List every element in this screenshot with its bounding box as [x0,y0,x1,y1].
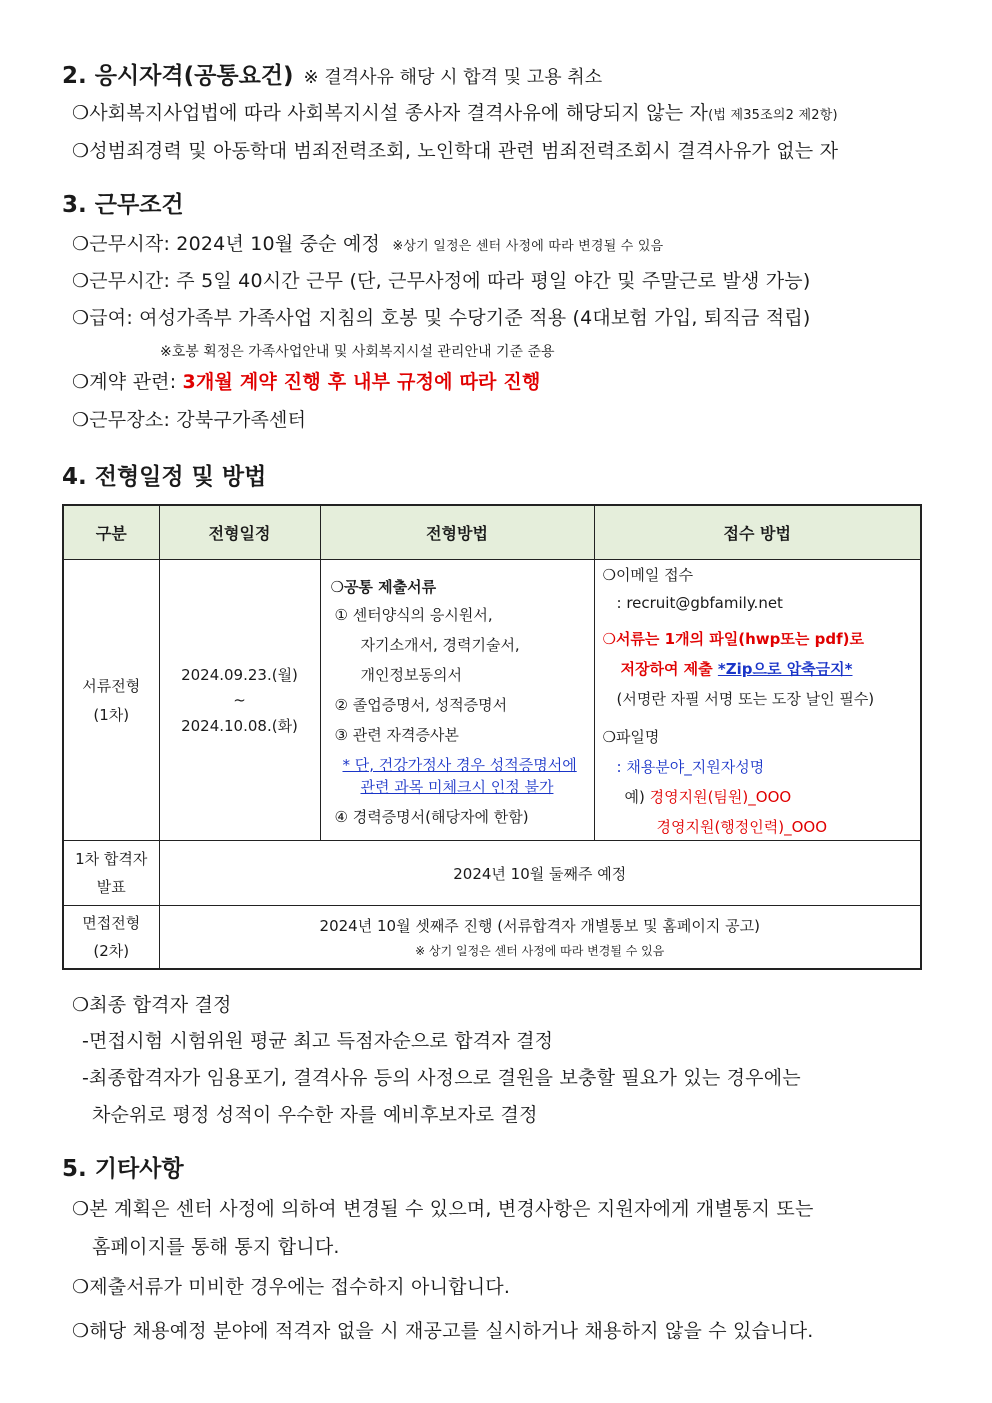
s5-line-2: 홈페이지를 통해 통지 합니다. [92,1236,340,1258]
schedule-table [62,504,922,970]
s3-start-note: ※상기 일정은 센터 사정에 따라 변경될 수 있음 [392,239,664,254]
header-schedule: 전형일정 [159,505,320,560]
row2-stage-line1: 1차 합격자 [75,850,148,868]
s3-place: ❍근무장소: 강북구가족센터 [72,409,307,431]
header-method: 전형방법 [320,505,594,560]
s2-item-1-small: (법 제35조의2 제2항) [708,108,838,123]
s2-item-1 [72,98,838,125]
method-line-2: 자기소개서, 경력기술서, [360,636,520,654]
receipt-zip-warning: *Zip으로 압축금지* [717,660,853,678]
row1-stage-line1: 서류전형 [82,677,141,695]
s3-start-text: ❍근무시작: 2024년 10월 중순 예정 [72,233,381,255]
method-line-3: 개인정보동의서 [360,666,462,684]
receipt-filename-title: ❍파일명 [602,728,660,746]
final-title: ❍최종 합격자 결정 [72,994,232,1016]
s2-item-2: ❍성범죄경력 및 아동학대 범죄전력조회, 노인학대 관련 범죄전력조회시 결격사유가 없는 자 [72,140,839,162]
row1-date-from: 2024.09.23.(월) [181,666,298,684]
method-title: ❍공통 제출서류 [330,578,437,596]
method-line-7: 관련 과목 미체크시 인정 불가 [360,778,554,796]
s3-pay-note: ※호봉 획정은 가족사업안내 및 사회복지시설 관리안내 기준 준용 [160,344,555,360]
table-row [63,906,921,970]
method-line-5: ③ 관련 자격증사본 [334,726,459,744]
s3-contract-value: 3개월 계약 진행 후 내부 규정에 따라 진행 [182,371,541,393]
header-receipt: 접수 방법 [594,505,921,560]
s5-line-3: ❍제출서류가 미비한 경우에는 접수하지 아니합니다. [72,1276,511,1298]
section-2-note: ※ 결격사유 해당 시 합격 및 고용 취소 [303,67,603,88]
receipt-file-rule: ❍서류는 1개의 파일(hwp또는 pdf)로 [602,630,864,648]
row1-receipt [594,560,921,841]
receipt-file-rule-2 [621,658,853,679]
row1-dates [159,560,320,841]
method-line-8: ④ 경력증명서(해당자에 한함) [334,808,529,826]
receipt-signature-note: (서명란 자필 서명 또는 도장 날인 필수) [616,690,875,708]
section-2-heading [62,57,602,90]
s3-contract-label: ❍계약 관련: [72,371,183,393]
row3-stage-line1: 면접전형 [82,914,141,932]
header-stage: 구분 [63,505,159,560]
receipt-email-title: ❍이메일 접수 [602,566,694,584]
section-2-title: 2. 응시자격(공통요건) [62,63,294,89]
table-row [63,560,921,841]
receipt-save-text: 저장하여 제출 [620,660,718,678]
row2-stage [63,841,159,906]
row1-method [320,560,594,841]
s5-line-1: ❍본 계획은 센터 사정에 의하여 변경될 수 있으며, 변경사항은 지원자에게 개별통지 또는 [72,1198,814,1220]
row1-date-sep: ~ [233,691,246,709]
s3-hours: ❍근무시간: 주 5일 40시간 근무 (단, 근무사정에 따라 평일 야간 및 주말근로 발생 가능) [72,270,811,292]
section-3-title: 3. 근무조건 [62,192,184,218]
receipt-example-prefix: 예) [624,788,650,806]
method-line-4: ② 졸업증명서, 성적증명서 [334,696,508,714]
table-header-row [63,505,921,560]
s5-line-4: ❍해당 채용예정 분야에 적격자 없을 시 재공고를 실시하거나 채용하지 않을 수 있습니다. [72,1320,814,1342]
final-line-2: -최종합격자가 임용포기, 결격사유 등의 사정으로 결원을 보충할 필요가 있는 경우에는 [82,1067,801,1089]
receipt-example-1-value: 경영지원(팀원)_OOO [649,788,792,806]
row3-content: 2024년 10월 셋째주 진행 (서류합격자 개별통보 및 홈페이지 공고) [319,917,760,935]
row2-stage-line2: 발표 [96,878,126,896]
s3-pay: ❍급여: 여성가족부 가족사업 지침의 호봉 및 수당기준 적용 (4대보험 가입, 퇴직금 적립) [72,307,811,329]
row3-stage [63,906,159,970]
table-row [63,841,921,906]
row3-stage-line2: (2차) [93,942,130,960]
receipt-email-address: : recruit@gbfamily.net [616,594,783,612]
row2-content: 2024년 10월 둘째주 예정 [159,841,921,906]
row3-note: ※ 상기 일정은 센터 사정에 따라 변경될 수 있음 [415,944,665,958]
row3-content-cell [159,906,921,970]
section-5-title: 5. 기타사항 [62,1156,184,1182]
row1-date-to: 2024.10.08.(화) [181,717,298,735]
s3-start [72,229,663,256]
section-4-title: 4. 전형일정 및 방법 [62,464,267,490]
receipt-filename-format: : 채용분야_지원자성명 [616,758,765,776]
final-line-3: 차순위로 평정 성적이 우수한 자를 예비후보자로 결정 [92,1104,538,1126]
row1-stage-line2: (1차) [93,706,130,724]
row1-stage [63,560,159,841]
method-line-6: * 단, 건강가정사 경우 성적증명서에 [342,756,577,774]
receipt-example-2: 경영지원(행정인력)_OOO [656,818,828,836]
receipt-example-1 [625,786,792,807]
s2-item-1-text: ❍사회복지사업법에 따라 사회복지시설 종사자 결격사유에 해당되지 않는 자 [72,102,709,124]
method-line-1: ① 센터양식의 응시원서, [334,606,493,624]
s3-contract [72,367,541,394]
final-line-1: -면접시험 시험위원 평균 최고 득점자순으로 합격자 결정 [82,1030,554,1052]
